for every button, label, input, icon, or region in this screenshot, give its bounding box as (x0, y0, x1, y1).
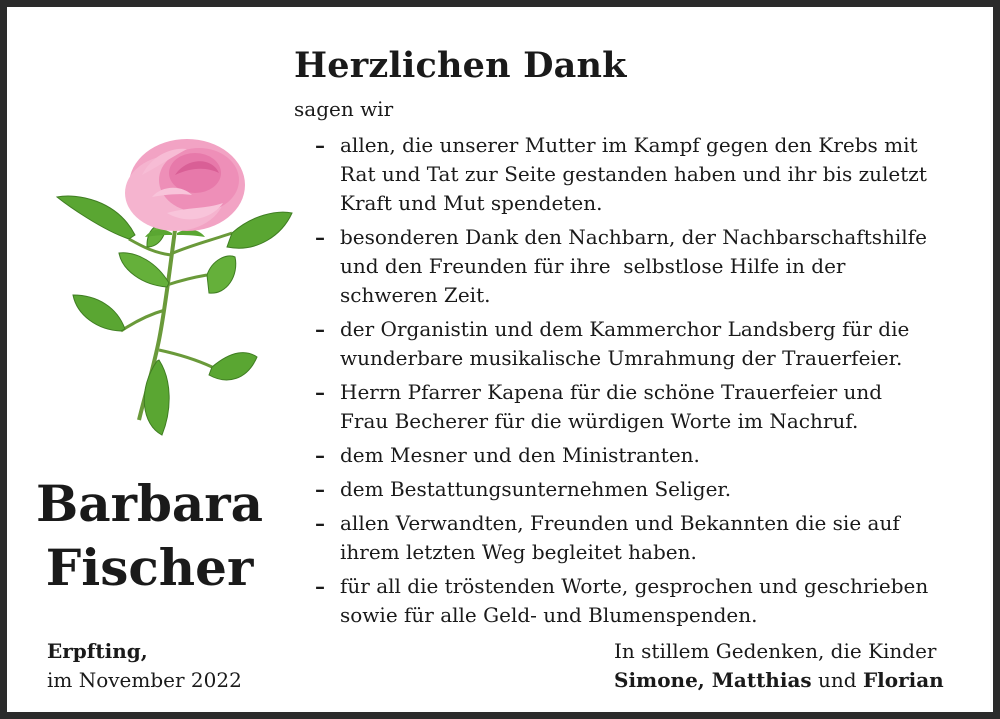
deceased-name (7, 472, 292, 600)
signature-line: In stillem Gedenken, die Kinder (614, 639, 937, 663)
list-item: – besonderen Dank den Nachbarn, der Nachbarschaftshilfe und den Freunden für ihre selbstlose Hilfe in der schweren Zeit. (315, 225, 927, 307)
signature-name-1: Simone, Matthias (614, 668, 812, 692)
list-item: – Herrn Pfarrer Kapena für die schöne Trauerfeier und Frau Becherer für die würdigen Worte im Nachruf. (315, 380, 883, 433)
dash-bullet: – (315, 511, 325, 535)
signature-connector: und (811, 668, 863, 692)
dash-bullet: – (315, 477, 325, 501)
heading: Herzlichen Dank (294, 45, 627, 86)
signature (614, 637, 944, 695)
list-item: – der Organistin und dem Kammerchor Landsberg für die wunderbare musikalische Umrahmung der Trauerfeier. (315, 317, 910, 370)
deceased-last-name: Fischer (45, 538, 254, 597)
list-item: – dem Bestattungsunternehmen Seliger. (315, 475, 975, 504)
signature-name-2: Florian (862, 668, 944, 692)
dash-bullet: – (315, 133, 325, 157)
intro-text: sagen wir (294, 97, 394, 121)
list-item: – allen, die unserer Mutter im Kampf gegen den Krebs mit Rat und Tat zur Seite gestanden haben und ihr bis zuletzt Kraft und Mut spendeten. (315, 133, 927, 215)
signature-names (614, 666, 944, 695)
rose-icon (47, 135, 297, 460)
deceased-first-name: Barbara (35, 474, 264, 533)
dash-bullet: – (315, 443, 325, 467)
dash-bullet: – (315, 225, 325, 249)
dash-bullet: – (315, 317, 325, 341)
list-item: – allen Verwandten, Freunden und Bekannten die sie auf ihrem letzten Weg begleitet haben. (315, 511, 900, 564)
thanks-list (315, 131, 975, 635)
dash-bullet: – (315, 574, 325, 598)
dash-bullet: – (315, 380, 325, 404)
list-item: – dem Mesner und den Ministranten. (315, 441, 975, 470)
list-item: – für all die tröstenden Worte, gesprochen und geschrieben sowie für alle Geld- und Blumenspenden. (315, 574, 929, 627)
date-text: im November 2022 (47, 668, 242, 692)
place-date (47, 637, 242, 695)
place-town: Erpfting, (47, 639, 148, 663)
